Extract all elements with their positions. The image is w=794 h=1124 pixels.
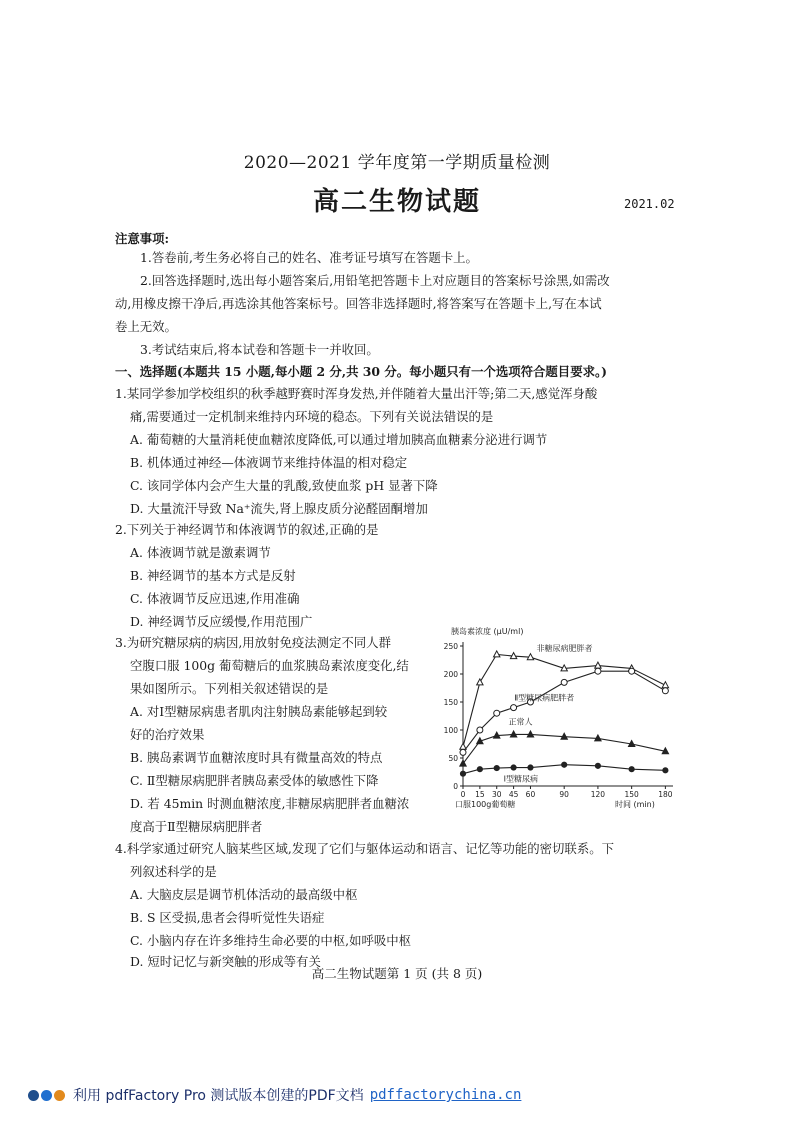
notice-line: 动,用橡皮擦干净后,再选涂其他答案标号。回答非选择题时,将答案写在答题卡上,写在本试 bbox=[115, 296, 602, 311]
q4-option-b: B. S 区受损,患者会得听觉性失语症 bbox=[130, 910, 325, 925]
q3-text: 果如图所示。下列相关叙述错误的是 bbox=[130, 681, 329, 696]
banner-dot-icon bbox=[54, 1090, 65, 1101]
series-point bbox=[629, 668, 635, 674]
series-point bbox=[528, 765, 533, 770]
notice-line: 3.考试结束后,将本试卷和答题卡一并收回。 bbox=[140, 342, 379, 357]
chart-x-tick-label: 150 bbox=[624, 790, 639, 799]
insulin-chart-svg bbox=[443, 622, 683, 812]
series-point bbox=[662, 688, 668, 694]
chart-y-tick-label: 100 bbox=[443, 726, 458, 735]
chart-x-tick-label: 30 bbox=[491, 790, 502, 799]
series-point bbox=[477, 679, 483, 685]
banner-link[interactable]: pdffactorychina.cn bbox=[369, 1087, 522, 1103]
q2-option-a: A. 体液调节就是激素调节 bbox=[130, 545, 271, 560]
series-point bbox=[663, 768, 668, 773]
q2-stem: 2.下列关于神经调节和体液调节的叙述,正确的是 bbox=[115, 522, 379, 537]
series-point bbox=[494, 765, 499, 770]
chart-x-note: 口服100g葡萄糖 bbox=[455, 800, 516, 809]
chart-y-tick-label: 150 bbox=[443, 698, 458, 707]
q3-text: 3.为研究糖尿病的病因,用放射免疫法测定不同人群 bbox=[115, 635, 391, 650]
banner-dot-icon bbox=[28, 1090, 39, 1101]
chart-ylabel: 胰岛素浓度 (μU/ml) bbox=[451, 627, 524, 636]
notice-line: 卷上无效。 bbox=[115, 319, 177, 334]
q3-option-d-cont: 度高于Ⅱ型糖尿病肥胖者 bbox=[130, 819, 263, 834]
section-heading: 一、选择题(本题共 15 小题,每小题 2 分,共 30 分。每小题只有一个选项符合题目要求。) bbox=[115, 364, 608, 379]
page-footer: 高二生物试题第 1 页 (共 8 页) bbox=[311, 966, 483, 981]
q3-text: 空腹口服 100g 葡萄糖后的血浆胰岛素浓度变化,结 bbox=[130, 658, 409, 673]
series-label: Ⅱ型糖尿病肥胖者 bbox=[514, 693, 575, 703]
q4-stem: 4.科学家通过研究人脑某些区域,发现了它们与躯体运动和语言、记忆等功能的密切联系。下 bbox=[115, 841, 614, 856]
series-point bbox=[460, 771, 465, 776]
series-point bbox=[511, 705, 517, 711]
chart-xlabel: 时间 (min) bbox=[615, 800, 655, 809]
series-point bbox=[511, 765, 516, 770]
series-point bbox=[562, 762, 567, 767]
chart-x-tick-label: 0 bbox=[460, 790, 466, 799]
banner-dot-icon bbox=[41, 1090, 52, 1101]
q4-option-d: D. 短时记忆与新突触的形成等有关 bbox=[130, 954, 321, 969]
q2-option-b: B. 神经调节的基本方式是反射 bbox=[130, 568, 296, 583]
series-point bbox=[595, 662, 601, 668]
chart-y-tick-label: 200 bbox=[443, 670, 458, 679]
q4-option-c: C. 小脑内存在许多维持生命必要的中枢,如呼吸中枢 bbox=[130, 933, 412, 948]
q1-stem: 痛,需要通过一定机制来维持内环境的稳态。下列有关说法错误的是 bbox=[130, 409, 494, 424]
series-point bbox=[595, 668, 601, 674]
chart-y-tick-label: 250 bbox=[443, 642, 458, 651]
series-point bbox=[629, 767, 634, 772]
notice-line: 2.回答选择题时,选出每小题答案后,用铅笔把答题卡上对应题目的答案标号涂黑,如需改 bbox=[140, 273, 610, 288]
chart-x-tick-label: 90 bbox=[559, 790, 569, 799]
pdf-watermark-banner bbox=[28, 1085, 521, 1105]
q3-option-b: B. 胰岛素调节血糖浓度时具有微量高效的特点 bbox=[130, 750, 383, 765]
q3-option-a: A. 对Ⅰ型糖尿病患者肌肉注射胰岛素能够起到较 bbox=[130, 704, 388, 719]
series-label: Ⅰ型糖尿病 bbox=[503, 774, 538, 784]
q2-option-c: C. 体液调节反应迅速,作用准确 bbox=[130, 591, 300, 606]
chart-y-tick-label: 50 bbox=[448, 754, 458, 763]
insulin-chart bbox=[443, 622, 683, 812]
q4-option-a: A. 大脑皮层是调节机体活动的最高级中枢 bbox=[130, 887, 358, 902]
q1-option-d: D. 大量流汗导致 Na⁺流失,肾上腺皮质分泌醛固酮增加 bbox=[130, 501, 428, 516]
notice-heading: 注意事项: bbox=[115, 231, 170, 246]
series-label: 正常人 bbox=[508, 717, 533, 727]
q3-option-c: C. Ⅱ型糖尿病肥胖者胰岛素受体的敏感性下降 bbox=[130, 773, 379, 788]
series-point bbox=[477, 767, 482, 772]
series-point bbox=[595, 763, 600, 768]
notice-line: 1.答卷前,考生务必将自己的姓名、准考证号填写在答题卡上。 bbox=[140, 250, 478, 265]
chart-x-tick-label: 45 bbox=[508, 790, 519, 799]
series-point bbox=[662, 682, 668, 688]
q3-option-d: D. 若 45min 时测血糖浓度,非糖尿病肥胖者血糖浓 bbox=[130, 796, 410, 811]
subject-title: 高二生物试题 bbox=[312, 187, 481, 217]
exam-date: 2021.02 bbox=[624, 197, 675, 211]
q3-option-a-cont: 好的治疗效果 bbox=[130, 727, 205, 742]
q1-stem: 1.某同学参加学校组织的秋季越野赛时浑身发热,并伴随着大量出汗等;第二天,感觉浑身酸 bbox=[115, 386, 598, 401]
series-point bbox=[494, 710, 500, 716]
chart-x-tick-label: 15 bbox=[475, 790, 485, 799]
series-point bbox=[477, 727, 483, 733]
q1-option-a: A. 葡萄糖的大量消耗使血糖浓度降低,可以通过增加胰高血糖素分泌进行调节 bbox=[130, 432, 548, 447]
series-point bbox=[561, 679, 567, 685]
series-label: 非糖尿病肥胖者 bbox=[536, 644, 593, 654]
chart-x-tick-label: 180 bbox=[658, 790, 673, 799]
chart-x-tick-label: 120 bbox=[590, 790, 606, 799]
series-point bbox=[460, 749, 466, 755]
chart-y-tick-label: 0 bbox=[453, 782, 458, 791]
q2-option-d: D. 神经调节反应缓慢,作用范围广 bbox=[130, 614, 313, 629]
q1-option-c: C. 该同学体内会产生大量的乳酸,致使血浆 pH 显著下降 bbox=[130, 478, 438, 493]
banner-text: 利用 pdfFactory Pro 测试版本创建的PDF文档 bbox=[73, 1088, 364, 1104]
series-point bbox=[494, 651, 500, 657]
chart-x-tick-label: 60 bbox=[525, 790, 536, 799]
exam-title: 2020—2021 学年度第一学期质量检测 bbox=[243, 153, 551, 173]
series-point bbox=[460, 743, 466, 749]
q1-option-b: B. 机体通过神经—体液调节来维持体温的相对稳定 bbox=[130, 455, 408, 470]
q4-stem: 列叙述科学的是 bbox=[130, 864, 217, 879]
